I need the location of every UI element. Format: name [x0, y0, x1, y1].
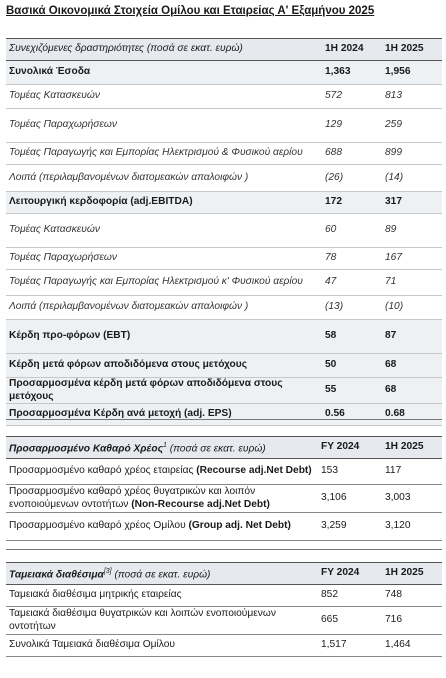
- row-label: [6, 459, 318, 485]
- table-row: [6, 214, 442, 248]
- value-1h2025: 89: [382, 214, 442, 248]
- value-1h2024: 1,363: [322, 61, 382, 85]
- row-label: Προσαρμοσμένα κέρδη μετά φόρων αποδιδόμενα στους μετόχους: [6, 378, 322, 404]
- row-label-text: Προσαρμοσμένο καθαρό χρέος θυγατρικών και λοιπόν ενοποιούμενων οντοτήτων: [9, 486, 256, 510]
- table-row: [6, 248, 442, 270]
- row-label: Λειτουργική κερδοφορία (adj.EBITDA): [6, 192, 322, 214]
- row-label: Λοιπά (περιλαμβανομένων διατομεακών απαλοιφών ): [6, 165, 322, 192]
- value-1h2025: 317: [382, 192, 442, 214]
- value-1h2024: 47: [322, 270, 382, 296]
- cash-table: [6, 562, 442, 657]
- table-row: [6, 378, 442, 404]
- value-1h2024: 0.56: [322, 404, 382, 426]
- section-divider: [6, 549, 442, 550]
- table-row: [6, 607, 442, 635]
- row-label-bold: (Non-Recourse adj.Net Debt): [131, 498, 270, 510]
- row-label-text: Προσαρμοσμένο καθαρό χρέος εταιρείας: [9, 465, 197, 477]
- value-1h2025: 1,956: [382, 61, 442, 85]
- value-1h2025: 813: [382, 85, 442, 109]
- header-label: [6, 563, 318, 585]
- table-row: [6, 270, 442, 296]
- table-row: [6, 61, 442, 85]
- value-1h2025: 68: [382, 354, 442, 378]
- header-col-fy2024: FY 2024: [318, 563, 382, 585]
- table-row: [6, 192, 442, 214]
- value-1h2024: 129: [322, 109, 382, 143]
- row-label: Ταμειακά διαθέσιμα θυγατρικών και λοιπών ενοποιούμενων οντοτήτων: [6, 607, 318, 635]
- value-1h2024: 78: [322, 248, 382, 270]
- row-label: Τομέας Παραγωγής και Εμπορίας Ηλεκτρισμού & Φυσικού αερίου: [6, 143, 322, 165]
- value-1h2025: (14): [382, 165, 442, 192]
- header-label-bold: Προσαρμοσμένο Καθαρό Χρέος: [9, 442, 163, 454]
- row-label: Λοιπά (περιλαμβανομένων διατομεακών απαλοιφών ): [6, 296, 322, 320]
- table-row: [6, 585, 442, 607]
- row-label-text: Προσαρμοσμένο καθαρό χρέος Ομίλου: [9, 520, 189, 532]
- row-label: Τομέας Παραχωρήσεων: [6, 109, 322, 143]
- value-1h2024: 50: [322, 354, 382, 378]
- footnote-ref: [3]: [103, 567, 112, 575]
- value-1h2024: 688: [322, 143, 382, 165]
- row-label: Τομέας Κατασκευών: [6, 85, 322, 109]
- value-1h2025: 117: [382, 459, 442, 485]
- table-header: [6, 563, 442, 585]
- value-1h2025: 167: [382, 248, 442, 270]
- financials-table: [6, 38, 442, 426]
- table-row: [6, 635, 442, 657]
- value-fy2024: 1,517: [318, 635, 382, 657]
- row-label: Τομέας Κατασκευών: [6, 214, 322, 248]
- value-1h2025: (10): [382, 296, 442, 320]
- value-1h2024: 55: [322, 378, 382, 404]
- value-1h2024: 60: [322, 214, 382, 248]
- table-header: [6, 39, 442, 61]
- value-fy2024: 3,106: [318, 485, 382, 513]
- row-label: Κέρδη προ-φόρων (EBT): [6, 320, 322, 354]
- row-label: Τομέας Παραγωγής και Εμπορίας Ηλεκτρισμού κ' Φυσικού αερίου: [6, 270, 322, 296]
- value-fy2024: 852: [318, 585, 382, 607]
- header-col-fy2024: FY 2024: [318, 437, 382, 459]
- row-label: Τομέας Παραχωρήσεων: [6, 248, 322, 270]
- header-label: [6, 437, 318, 459]
- net-debt-table: [6, 436, 442, 541]
- value-1h2024: 172: [322, 192, 382, 214]
- value-1h2025: 899: [382, 143, 442, 165]
- header-label-bold: Ταμειακά διαθέσιμα: [9, 568, 104, 580]
- value-1h2025: 3,003: [382, 485, 442, 513]
- table-row: [6, 459, 442, 485]
- section-divider: [6, 419, 442, 420]
- row-label: Προσαρμοσμένα Κέρδη ανά μετοχή (adj. EPS): [6, 404, 322, 426]
- header-label-rest: (ποσά σε εκατ. ευρώ): [166, 442, 266, 454]
- value-1h2025: 259: [382, 109, 442, 143]
- header-col-1h2025: 1H 2025: [382, 437, 442, 459]
- value-1h2025: 3,120: [382, 513, 442, 541]
- header-col-1h2024: 1H 2024: [322, 39, 382, 61]
- value-1h2025: 68: [382, 378, 442, 404]
- table-row: [6, 143, 442, 165]
- row-label: Κέρδη μετά φόρων αποδιδόμενα στους μετόχους: [6, 354, 322, 378]
- header-col-1h2025: 1H 2025: [382, 39, 442, 61]
- table-row: [6, 296, 442, 320]
- table-row: [6, 320, 442, 354]
- table-row: [6, 85, 442, 109]
- value-1h2024: 572: [322, 85, 382, 109]
- row-label: Συνολικά Έσοδα: [6, 61, 322, 85]
- row-label: Ταμειακά διαθέσιμα μητρικής εταιρείας: [6, 585, 318, 607]
- value-1h2025: 716: [382, 607, 442, 635]
- header-label: Συνεχιζόμενες δραστηριότητες (ποσά σε εκατ. ευρώ): [6, 39, 322, 61]
- row-label: Συνολικά Ταμειακά διαθέσιμα Ομίλου: [6, 635, 318, 657]
- row-label: [6, 485, 318, 513]
- value-1h2025: 1,464: [382, 635, 442, 657]
- value-1h2025: 748: [382, 585, 442, 607]
- table-header: [6, 437, 442, 459]
- value-fy2024: 665: [318, 607, 382, 635]
- header-col-1h2025: 1H 2025: [382, 563, 442, 585]
- page-title: Βασικά Οικονομικά Στοιχεία Ομίλου και Εταιρείας Α' Εξαμήνου 2025: [6, 5, 375, 17]
- value-1h2024: (26): [322, 165, 382, 192]
- table-row: [6, 485, 442, 513]
- table-row: [6, 165, 442, 192]
- table-row: [6, 404, 442, 426]
- value-fy2024: 3,259: [318, 513, 382, 541]
- value-1h2025: 71: [382, 270, 442, 296]
- table-row: [6, 354, 442, 378]
- value-fy2024: 153: [318, 459, 382, 485]
- value-1h2024: 58: [322, 320, 382, 354]
- table-row: [6, 513, 442, 541]
- row-label-bold: (Group adj. Net Debt): [188, 520, 291, 532]
- row-label: [6, 513, 318, 541]
- table-row: [6, 109, 442, 143]
- header-label-rest: (ποσά σε εκατ. ευρώ): [111, 568, 211, 580]
- footnote-ref: 1: [163, 441, 167, 449]
- value-1h2025: 87: [382, 320, 442, 354]
- value-1h2025: 0.68: [382, 404, 442, 426]
- value-1h2024: (13): [322, 296, 382, 320]
- row-label-bold: (Recourse adj.Net Debt): [196, 465, 312, 477]
